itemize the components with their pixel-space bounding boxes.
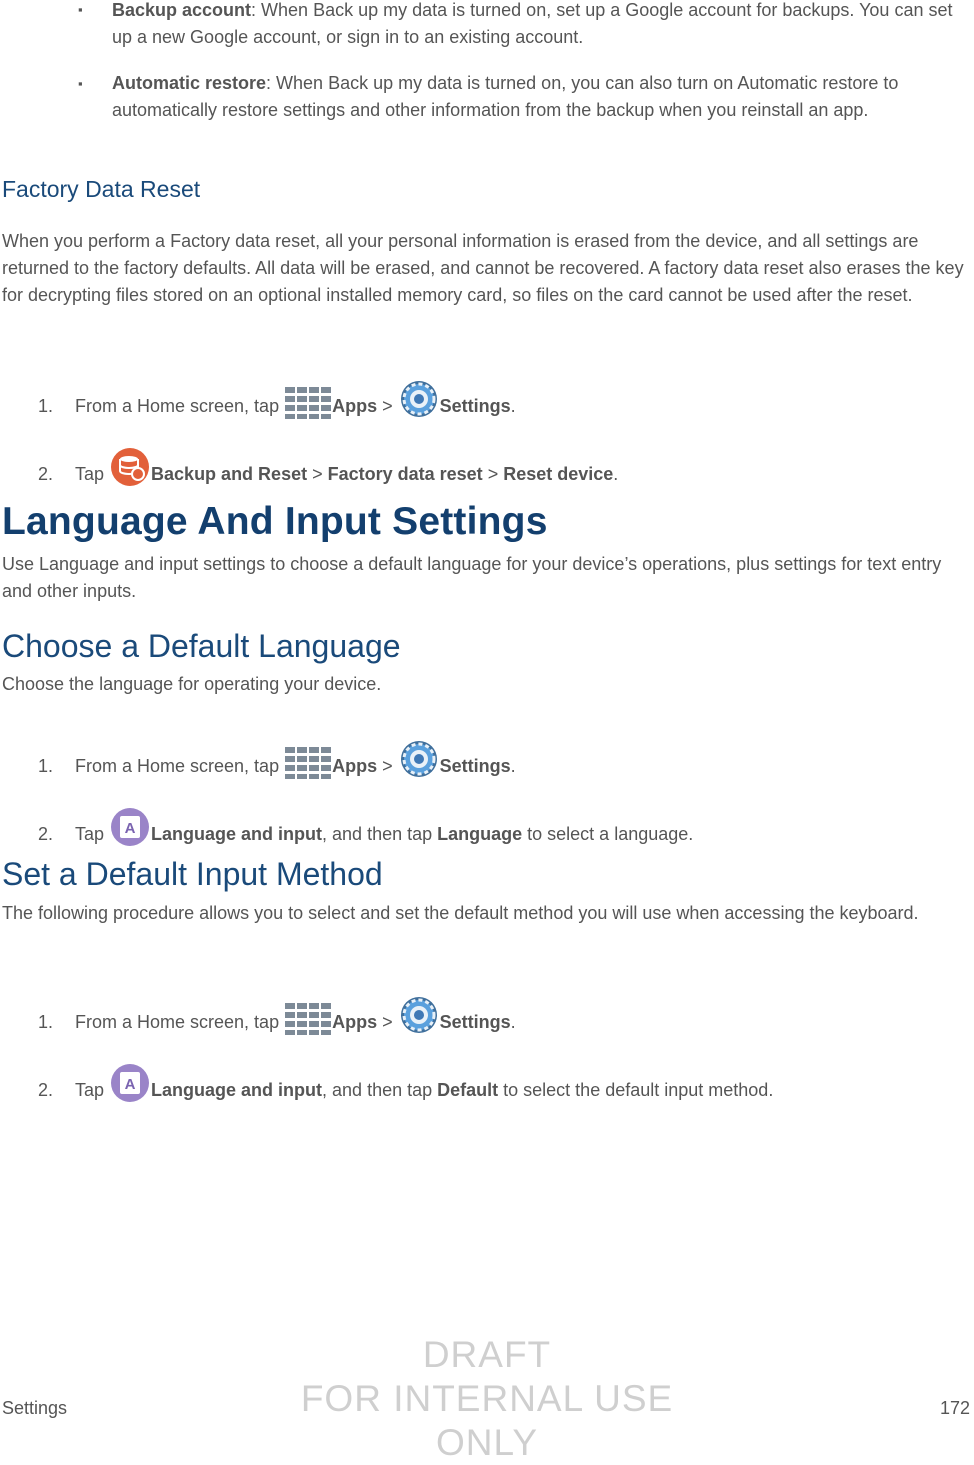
- step-number: 2.: [38, 1080, 54, 1100]
- language-and-input-label: Language and input: [151, 1080, 323, 1100]
- step-text: , and then tap: [322, 824, 438, 844]
- bullet-marker: ▪: [78, 2, 83, 17]
- apps-label: Apps: [332, 1012, 378, 1032]
- punctuation: .: [613, 464, 619, 484]
- separator: >: [307, 464, 328, 484]
- bullet-term: Backup account: [112, 0, 252, 20]
- language-input-icon: [109, 806, 151, 856]
- watermark-draft: DRAFT: [422, 1334, 552, 1375]
- apps-grid-icon: [284, 1002, 332, 1044]
- factory-reset-step-1: [38, 378, 516, 428]
- separator: >: [377, 1012, 398, 1032]
- default-input-step-1: [38, 994, 516, 1044]
- separator: >: [482, 464, 504, 484]
- default-input-body: The following procedure allows you to select and set the default method you will use when accessing the keyboard.: [2, 903, 919, 923]
- step-text: to select the default input method.: [498, 1080, 774, 1100]
- settings-gear-icon: [398, 738, 440, 788]
- step-text: Tap: [75, 464, 110, 484]
- language-label: Language: [437, 824, 523, 844]
- apps-label: Apps: [332, 396, 378, 416]
- step-text: , and then tap: [322, 1080, 438, 1100]
- language-and-input-label: Language and input: [151, 824, 323, 844]
- punctuation: .: [510, 396, 516, 416]
- language-input-icon: [109, 1062, 151, 1112]
- language-input-intro: Use Language and input settings to choose a default language for your device’s operations, plus settings for text entry and other inputs.: [2, 554, 942, 601]
- punctuation: .: [510, 1012, 516, 1032]
- apps-grid-icon: [284, 746, 332, 788]
- svg-text:A: A: [124, 820, 136, 837]
- step-number: 1.: [38, 396, 54, 416]
- default-language-heading: Choose a Default Language: [2, 628, 401, 664]
- step-text: Tap: [75, 824, 110, 844]
- bullet-text: : When Back up my data is turned on, set up a Google account for backups. You can set up a new Google account, or sign in to an existing account.: [112, 0, 953, 47]
- settings-gear-icon: [398, 994, 440, 1044]
- bullet-backup-account: [112, 0, 972, 51]
- step-text: From a Home screen, tap: [75, 756, 285, 776]
- watermark-internal-use: FOR INTERNAL USE ONLY: [300, 1378, 674, 1463]
- bullet-text: : When Back up my data is turned on, you can also turn on Automatic restore to automatically restore settings and other information from the backup when you reinstall an app.: [112, 73, 899, 120]
- page-title: Language And Input Settings: [2, 500, 548, 543]
- separator: >: [377, 396, 398, 416]
- step-text: Tap: [75, 1080, 110, 1100]
- step-text: to select a language.: [522, 824, 694, 844]
- factory-data-reset-label: Factory data reset: [327, 464, 483, 484]
- separator: >: [377, 756, 398, 776]
- step-number: 2.: [38, 464, 54, 484]
- bullet-automatic-restore: [112, 70, 942, 124]
- default-input-step-2: [38, 1062, 773, 1112]
- step-text: From a Home screen, tap: [75, 396, 285, 416]
- settings-gear-icon: [398, 378, 440, 428]
- step-number: 2.: [38, 824, 54, 844]
- backup-reset-label: Backup and Reset: [151, 464, 308, 484]
- step-text: From a Home screen, tap: [75, 1012, 285, 1032]
- backup-reset-icon: [109, 446, 151, 496]
- settings-label: Settings: [439, 756, 511, 776]
- svg-text:A: A: [124, 1076, 136, 1093]
- factory-reset-step-2: [38, 446, 618, 496]
- bullet-term: Automatic restore: [112, 73, 267, 93]
- factory-reset-body: When you perform a Factory data reset, all your personal information is erased from the device, and all settings are returned to the factory defaults. All data will be erased, and cannot be recovered. A factory data reset also erases the key for decrypting files stored on an optional installed memory card, so files on the card cannot be used after the reset.: [2, 231, 964, 305]
- step-number: 1.: [38, 1012, 54, 1032]
- apps-grid-icon: [284, 386, 332, 428]
- reset-device-label: Reset device: [503, 464, 614, 484]
- default-language-step-1: [38, 738, 516, 788]
- default-input-heading: Set a Default Input Method: [2, 856, 383, 892]
- footer-section: Settings: [2, 1398, 68, 1418]
- step-number: 1.: [38, 756, 54, 776]
- factory-reset-heading: Factory Data Reset: [2, 176, 201, 202]
- default-language-step-2: [38, 806, 693, 856]
- footer-page-number: 172: [939, 1398, 970, 1418]
- punctuation: .: [510, 756, 516, 776]
- settings-label: Settings: [439, 1012, 511, 1032]
- bullet-marker: ▪: [78, 76, 83, 91]
- default-language-body: Choose the language for operating your device.: [2, 674, 382, 694]
- apps-label: Apps: [332, 756, 378, 776]
- settings-label: Settings: [439, 396, 511, 416]
- default-label: Default: [437, 1080, 499, 1100]
